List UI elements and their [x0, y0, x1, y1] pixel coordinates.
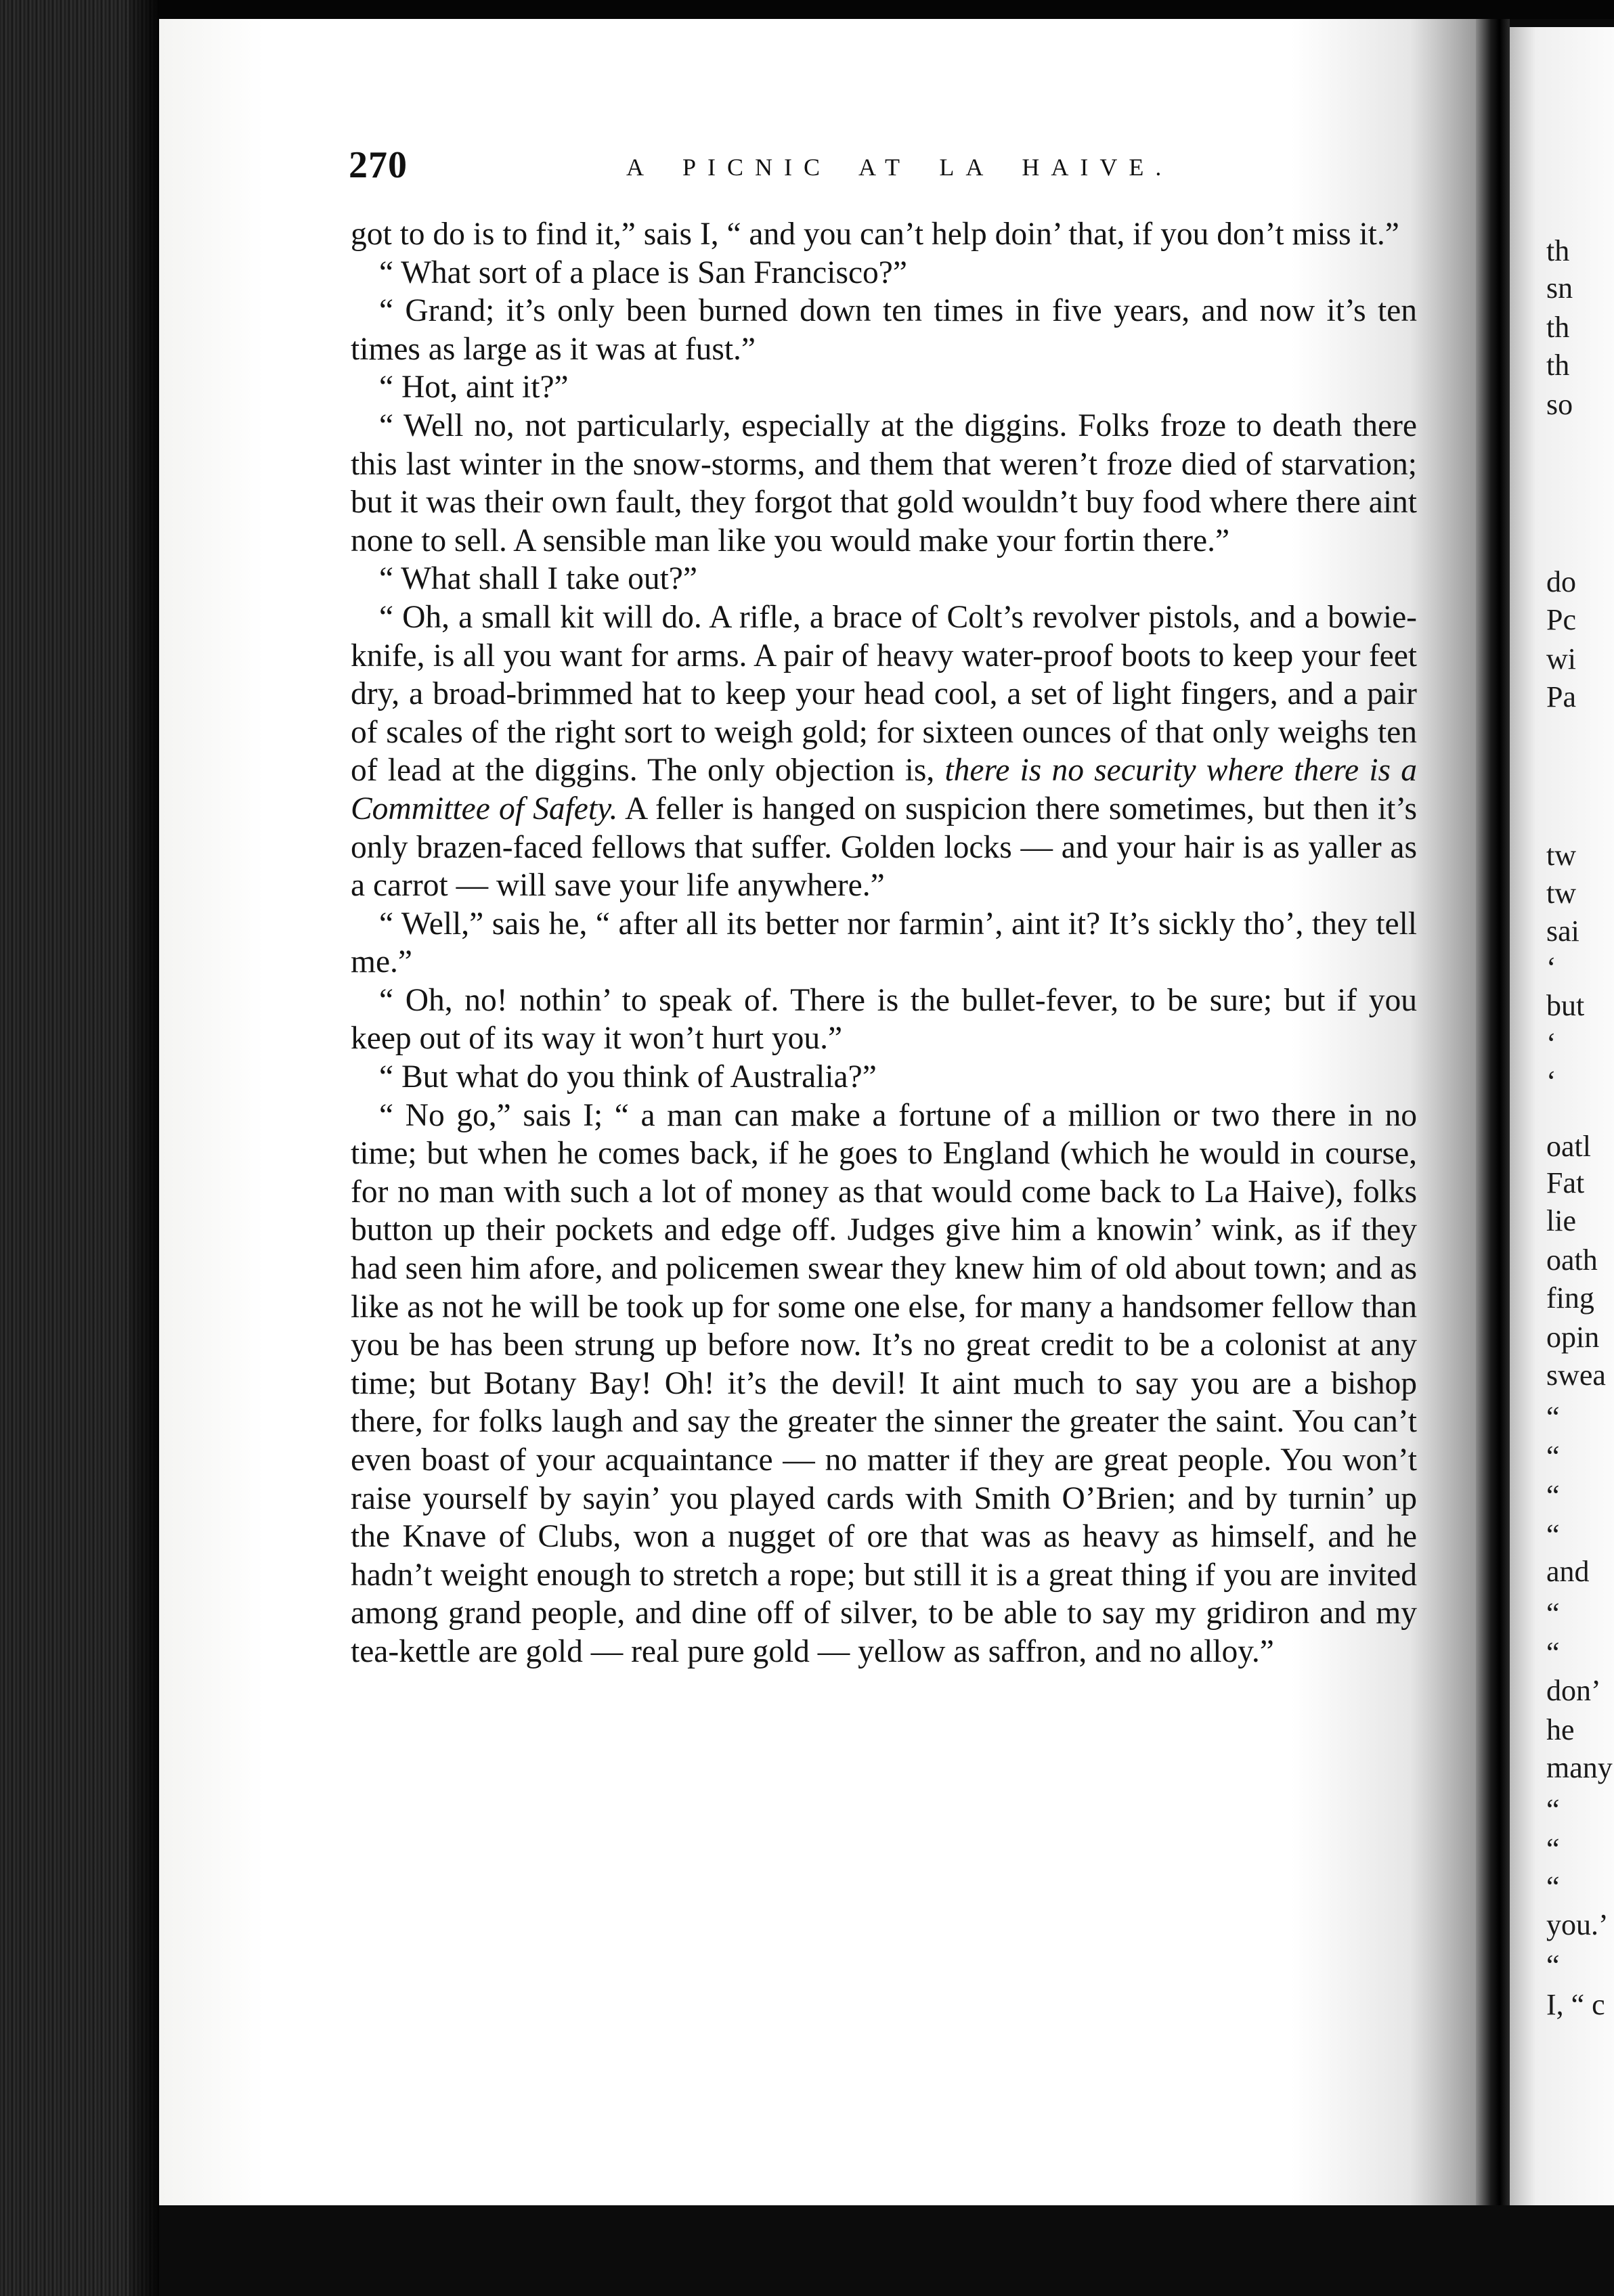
- facing-page-text: ‘: [1546, 951, 1556, 984]
- facing-page-text: ‘: [1546, 1065, 1556, 1098]
- running-header: [349, 144, 1415, 191]
- facing-page-fragment: [1510, 27, 1614, 2261]
- italic-text: there is no security where there is a Committee of Safety.: [351, 753, 1417, 826]
- facing-page-text: “: [1546, 1636, 1560, 1669]
- text-run: “ Oh, no! nothin’ to speak of. There is the bullet-fever, to be sure; but if you keep out of its way it won’t hurt you.”: [351, 982, 1417, 1057]
- facing-page-text: sn: [1546, 271, 1573, 305]
- facing-page-text: but: [1546, 989, 1585, 1022]
- running-title: A PICNIC AT LA HAIVE.: [626, 154, 1173, 181]
- facing-page-text: th: [1546, 311, 1570, 344]
- facing-page-text: “: [1546, 1597, 1560, 1630]
- facing-page-text: so: [1546, 388, 1573, 421]
- book-gutter: [1476, 19, 1510, 2253]
- scan-bottom-border: [159, 2205, 1614, 2296]
- facing-page-text: tw: [1546, 877, 1576, 910]
- text-run: A feller is hanged on suspicion there sometimes, but then it’s only brazen-faced fellows that suffer. Golden locks — and your hair is as yaller as a carrot — will save your life anywhere.”: [351, 791, 1417, 904]
- facing-page-text: oath: [1546, 1243, 1598, 1277]
- facing-page-text: th: [1546, 234, 1570, 267]
- paragraph: [351, 981, 1417, 1058]
- facing-page-text: don’: [1546, 1674, 1601, 1707]
- facing-page-text: “: [1546, 1518, 1560, 1551]
- facing-page-text: “: [1546, 1870, 1560, 1903]
- text-run: “ Hot, aint it?”: [379, 370, 569, 405]
- text-run: “ No go,” sais I; “ a man can make a fortune of a million or two there in no time; but when he comes back, if he goes to England (which he would in course, for no man with such a lot of money as that would come back to La Haive), folks button up their pockets and edge off. Judges give him a knowin’ wink, as if they had seen him afore, and policemen swear they knew him of old about town; and as like as not he will be took up for some one else, for many a handsomer fellow than you be has been strung up before now. It’s no great credit to be a colonist at any time; but Botany Bay! Oh! it’s the devil! It aint much to say you are a bishop there, for folks laugh and say the greater the sinner the greater the saint. You can’t even boast of your acquaintance — no matter if they are great people. You won’t raise yourself by sayin’ you played cards with Smith O’Brien; and by turnin’ up the Knave of Clubs, won a nugget of ore that was as heavy as himself, and he hadn’t weight enough to stretch a rope; but still it is a great thing if you are invited among grand people, and dine off of silver, to be able to say my gridiron and my tea-kettle are gold — real pure gold — yellow as saffron, and no alloy.”: [351, 1097, 1417, 1669]
- paragraph: [351, 1097, 1417, 1671]
- page-number: 270: [349, 144, 408, 186]
- paragraph: [351, 560, 1417, 598]
- facing-page-text: and: [1546, 1555, 1590, 1588]
- paragraph: [351, 905, 1417, 981]
- text-run: “ Well no, not particularly, especially at the diggins. Folks froze to death there this last winter in the snow-storms, and them that weren’t froze died of starvation; but it was their own fault, they forgot that gold wouldn’t buy food where there aint none to sell. A sensible man like you would make your fortin there.”: [351, 407, 1417, 558]
- facing-page-text: ‘: [1546, 1027, 1556, 1060]
- paragraph: [351, 598, 1417, 905]
- facing-page-text: “: [1546, 1832, 1560, 1866]
- facing-page-text: fing: [1546, 1281, 1594, 1315]
- facing-page-text: swea: [1546, 1359, 1606, 1392]
- facing-page-text: wi: [1546, 642, 1576, 676]
- text-run: got to do is to find it,” sais I, “ and you can’t help doin’ that, if you don’t miss it.”: [351, 217, 1399, 252]
- scan-top-border: [0, 0, 1614, 19]
- facing-page-text: tw: [1546, 839, 1576, 872]
- facing-page-text: do: [1546, 565, 1576, 598]
- facing-page-text: oatl: [1546, 1130, 1591, 1163]
- facing-page-text: lie: [1546, 1204, 1576, 1237]
- book-edge-shadow: [129, 0, 159, 2296]
- facing-page-text: you.’: [1546, 1908, 1609, 1941]
- text-run: “ But what do you think of Australia?”: [379, 1059, 877, 1095]
- paragraph: [351, 215, 1417, 254]
- facing-page-text: opin: [1546, 1321, 1600, 1354]
- paragraph: [351, 254, 1417, 292]
- facing-page-text: Pc: [1546, 603, 1576, 636]
- facing-page-text: “: [1546, 1440, 1560, 1473]
- text-run: “ Oh, a small kit will do. A rifle, a brace of Colt’s revolver pistols, and a bowie-knife, is all you want for arms. A pair of heavy water-proof boots to keep your feet dry, a broad-brimmed hat to keep your head cool, a set of light fingers, and a pair of scales of the right sort to weigh gold; for sixteen ounces of that only weighs ten of lead at the diggins. The only objection is,: [351, 599, 1417, 789]
- paragraph: [351, 368, 1417, 407]
- text-run: “ What sort of a place is San Francisco?”: [379, 255, 907, 290]
- facing-page-text: “: [1546, 1949, 1560, 1982]
- facing-page-text: “: [1546, 1400, 1560, 1434]
- facing-page-text: Fat: [1546, 1166, 1585, 1199]
- paragraph: [351, 407, 1417, 560]
- facing-page-text: I, “ c: [1546, 1988, 1605, 2021]
- text-run: “ Grand; it’s only been burned down ten times in five years, and now it’s ten times as large as it was at fust.”: [351, 293, 1417, 367]
- facing-page-text: Pa: [1546, 680, 1576, 713]
- text-run: “ Well,” sais he, “ after all its better nor farmin’, aint it? It’s sickly tho’, they tell me.”: [351, 906, 1417, 980]
- facing-page-text: th: [1546, 349, 1570, 382]
- facing-page-text: “: [1546, 1793, 1560, 1826]
- facing-page-text: “: [1546, 1479, 1560, 1512]
- facing-page-text: he: [1546, 1713, 1575, 1746]
- paragraph: [351, 1058, 1417, 1097]
- facing-page-text: many: [1546, 1751, 1613, 1784]
- body-text: [351, 215, 1417, 1671]
- paragraph: [351, 292, 1417, 368]
- text-run: “ What shall I take out?”: [379, 561, 697, 597]
- facing-page-text: sai: [1546, 914, 1579, 948]
